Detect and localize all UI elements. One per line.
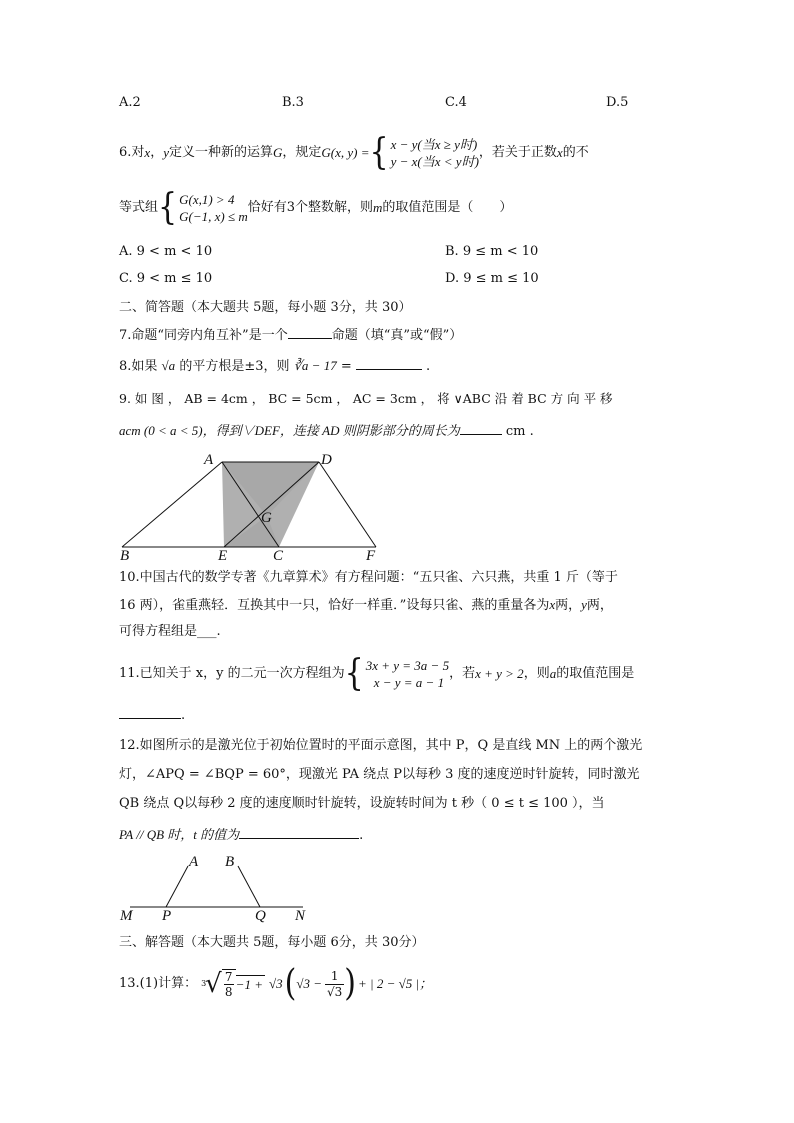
question-12-line-3: QB 绕点 Q以每秒 2 度的速度顺时针旋转，设旋转时间为 t 秒（ 0 ≤ t ≤ 100 ），当 <box>119 796 605 811</box>
question-9-line-2: acm (0 < a < 5)，得到∨DEF，连接 AD 则阴影部分的周长为 cm . <box>119 423 534 439</box>
q6-option-b: B. 9 ≤ m < 10 <box>445 244 539 259</box>
fraction-7-8: 7 8 <box>222 969 236 999</box>
line-df <box>319 462 376 547</box>
question-8: 8.如果 √a 的平方根是±3，则 ∛a − 17 = . <box>119 358 431 374</box>
brace-icon: { <box>158 186 178 229</box>
q6-option-a: A. 9 < m < 10 <box>119 244 213 259</box>
label-m: M <box>120 908 133 924</box>
label-n: N <box>295 908 306 924</box>
line-ab <box>122 462 222 547</box>
question-6-line-1: 6.对 x ， y 定义一种新的运算 G ，规定 G(x, y) = { x − y(当x ≥ y时) y − x(当x < y时) ，若关于正数 x 的不 <box>119 131 589 174</box>
option-a: A.2 <box>119 95 141 110</box>
option-c: C.4 <box>445 95 467 110</box>
fraction-1-sqrt3: $\frac{1}{√3}$ <box>327 968 343 999</box>
definition-lhs: G(x, y) = <box>321 145 370 160</box>
label-g: G <box>261 510 272 526</box>
label-p: P <box>162 908 172 924</box>
section-3-title: 三、解答题（本大题共 5题，每小题 6分，共 30分） <box>119 935 425 950</box>
figure-triangle-translation <box>118 450 388 562</box>
paren-close: ) <box>344 962 356 1005</box>
question-10-line-3: 可得方程组是___. <box>119 624 221 639</box>
label-d: D <box>321 452 332 468</box>
figure-lasers <box>118 852 318 924</box>
question-12-line-1: 12.如图所示的是激光位于初始位置时的平面示意图，其中 P，Q 是直线 MN 上的两个激光 <box>119 738 643 753</box>
brace-icon: { <box>344 652 364 695</box>
label-q: Q <box>255 908 266 924</box>
label-e: E <box>218 548 228 562</box>
label-c: C <box>273 548 284 562</box>
label-a: A <box>189 854 199 870</box>
question-6-line-2: 等式组 { G(x,1) > 4 G(−1, x) ≤ m 恰好有3个整数解，则 m 的取值范围是（ ） <box>119 186 513 229</box>
label-b: B <box>120 548 130 562</box>
answer-blank <box>239 826 359 839</box>
q6-option-d: D. 9 ≤ m ≤ 10 <box>445 271 539 286</box>
piecewise-definition: { x − y(当x ≥ y时) y − x(当x < y时) <box>369 131 479 174</box>
q6-option-c: C. 9 < m ≤ 10 <box>119 271 213 286</box>
ray-qb <box>238 866 260 907</box>
section-2-title: 二、简答题（本大题共 5题，每小题 3分，共 30） <box>119 300 412 315</box>
answer-blank <box>460 422 502 435</box>
question-13: 13.(1)计算： 3 √ 7 8 −1 + √3 ( √3 − $\frac{1}{√3}$ ) + | 2 − √5 |； <box>119 962 433 1005</box>
question-10-line-2: 16 两），雀重燕轻．互换其中一只，恰好一样重．”设每只雀、燕的重量各为x两，y两， <box>119 597 613 613</box>
option-d: D.5 <box>606 95 629 110</box>
inequality-system: { G(x,1) > 4 G(−1, x) ≤ m <box>158 186 248 229</box>
ray-pa <box>166 866 188 907</box>
question-9-line-1: 9. 如 图 ， AB = 4cm ， BC = 5cm ， AC = 3cm ， 将 ∨ABC 沿 着 BC 方 向 平 移 <box>119 391 613 406</box>
question-12-line-2: 灯，∠APQ = ∠BQP = 60°，现激光 PA 绕点 P以每秒 3 度的速度逆时针旋转，同时激光 <box>119 767 640 782</box>
label-f: F <box>366 548 376 562</box>
option-b: B.3 <box>282 95 304 110</box>
label-b: B <box>225 854 235 870</box>
brace-icon: { <box>369 131 389 174</box>
question-11: 11.已知关于 x，y 的二元一次方程组为 { 3x + y = 3a − 5 x − y = a − 1 ，若 x + y > 2 ，则 a 的取值范围是 <box>119 652 635 695</box>
answer-blank <box>119 706 181 719</box>
label-a: A <box>204 452 214 468</box>
question-12-line-4: PA // QB 时，t 的值为 . <box>119 827 364 843</box>
question-10-line-1: 10.中国古代的数学专著《九章算术》有方程问题：“五只雀、六只燕，共重 1 斤（等于 <box>119 570 618 585</box>
cube-root: 3 √ 7 8 −1 + <box>201 969 263 999</box>
answer-blank <box>356 357 422 370</box>
question-7: 7.命题“同旁内角互补”是一个 命题（填“真”或“假”） <box>119 328 463 343</box>
equation-system: { 3x + y = 3a − 5 x − y = a − 1 <box>344 652 450 695</box>
answer-blank <box>288 326 332 339</box>
radical-icon: √ <box>205 969 222 999</box>
paren-open: ( <box>284 962 297 1005</box>
question-11-answer: . <box>119 706 185 725</box>
